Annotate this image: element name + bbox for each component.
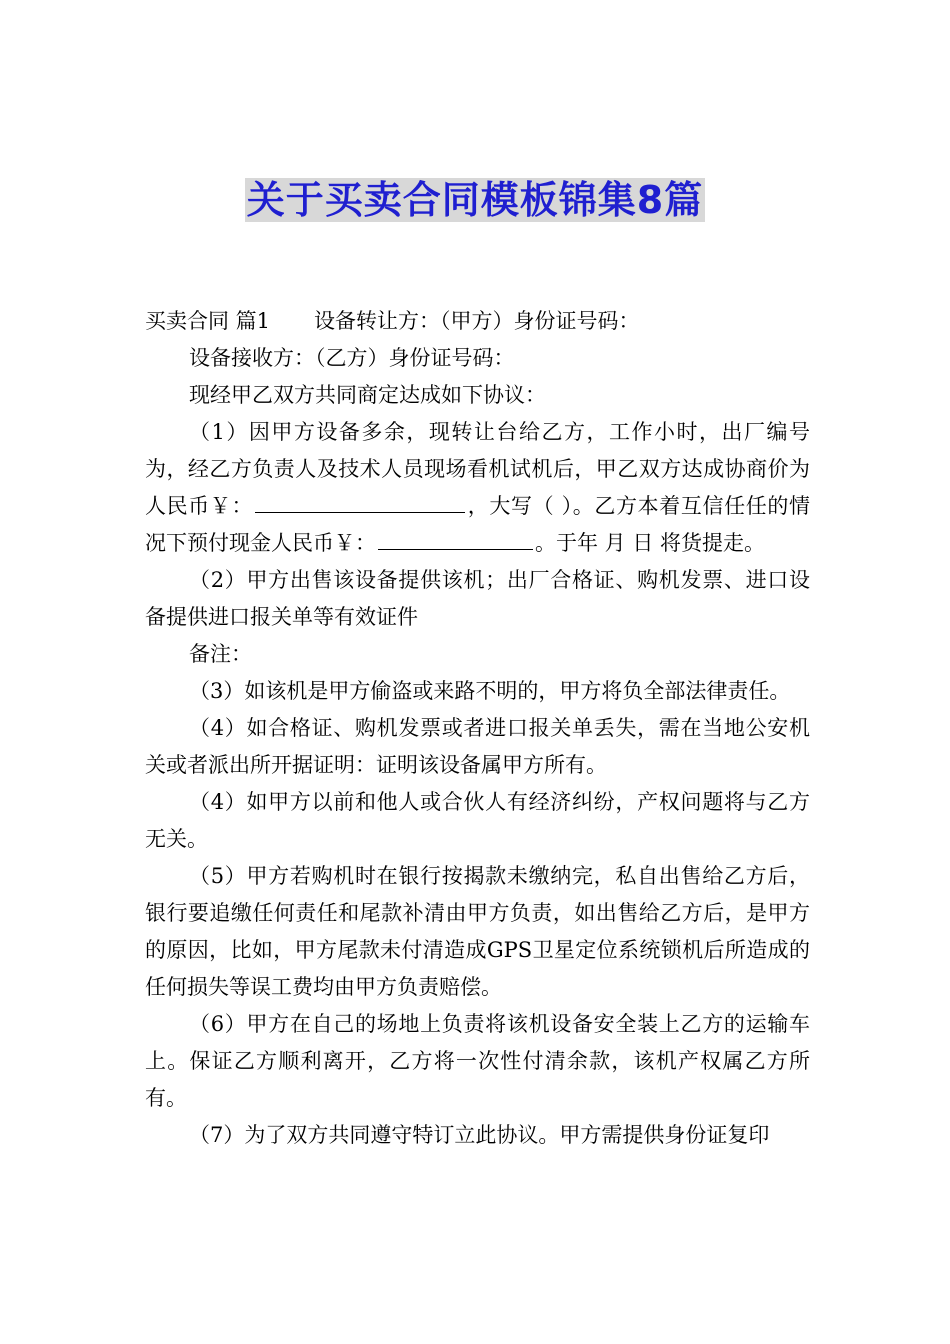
paragraph-9: （4）如甲方以前和他人或合伙人有经济纠纷，产权问题将与乙方无关。	[145, 790, 810, 851]
paragraph-4-part-c: 。于年 月 日 将货提走。	[535, 531, 766, 555]
document-body	[145, 303, 810, 1154]
document-title: 关于买卖合同模板锦集8篇	[246, 178, 704, 222]
paragraph-4	[145, 414, 810, 562]
paragraph-8: （4）如合格证、购机发票或者进口报关单丢失，需在当地公安机关或者派出所开据证明：证明该设备属甲方所有。	[145, 716, 810, 777]
paragraph-1-text: 设备转让方：（甲方）身份证号码：	[314, 309, 640, 333]
paragraph-7: （3）如该机是甲方偷盗或来路不明的，甲方将负全部法律责任。	[189, 679, 791, 703]
paragraph-12: （7）为了双方共同遵守特订立此协议。甲方需提供身份证复印	[189, 1123, 770, 1147]
paragraph-3: 现经甲乙双方共同商定达成如下协议：	[189, 383, 546, 407]
price-blank-line	[255, 490, 465, 513]
paragraph-5: （2）甲方出售该设备提供该机；出厂合格证、购机发票、进口设备提供进口报关单等有效证件	[145, 568, 810, 629]
paragraph-4-part-b: ，大写（ ）。乙方本着互信任任的情况下预付现金人民币￥：	[145, 494, 810, 555]
paragraph-1	[145, 303, 810, 340]
prepay-blank-line	[378, 527, 533, 550]
paragraph-4-part-a: （1）因甲方设备多余，现转让台给乙方，工作小时，出厂编号为，经乙方负责人及技术人员现场看机试机后，甲乙双方达成协商价为人民币￥：	[145, 420, 810, 518]
paragraph-2: 设备接收方：（乙方）身份证号码：	[189, 346, 515, 370]
paragraph-10: （5）甲方若购机时在银行按揭款未缴纳完，私自出售给乙方后，银行要追缴任何责任和尾款补清由甲方负责，如出售给乙方后，是甲方的原因，比如，甲方尾款未付清造成GPS卫星定位系统锁机后所造成的任何损失等误工费均由甲方负责赔偿。	[145, 864, 810, 999]
paragraph-6: 备注：	[189, 642, 252, 666]
contract-heading: 买卖合同 篇1	[145, 309, 271, 333]
paragraph-11: （6）甲方在自己的场地上负责将该机设备安全装上乙方的运输车上。保证乙方顺利离开，乙方将一次性付清余款，该机产权属乙方所有。	[145, 1012, 810, 1110]
title-container	[0, 178, 950, 222]
